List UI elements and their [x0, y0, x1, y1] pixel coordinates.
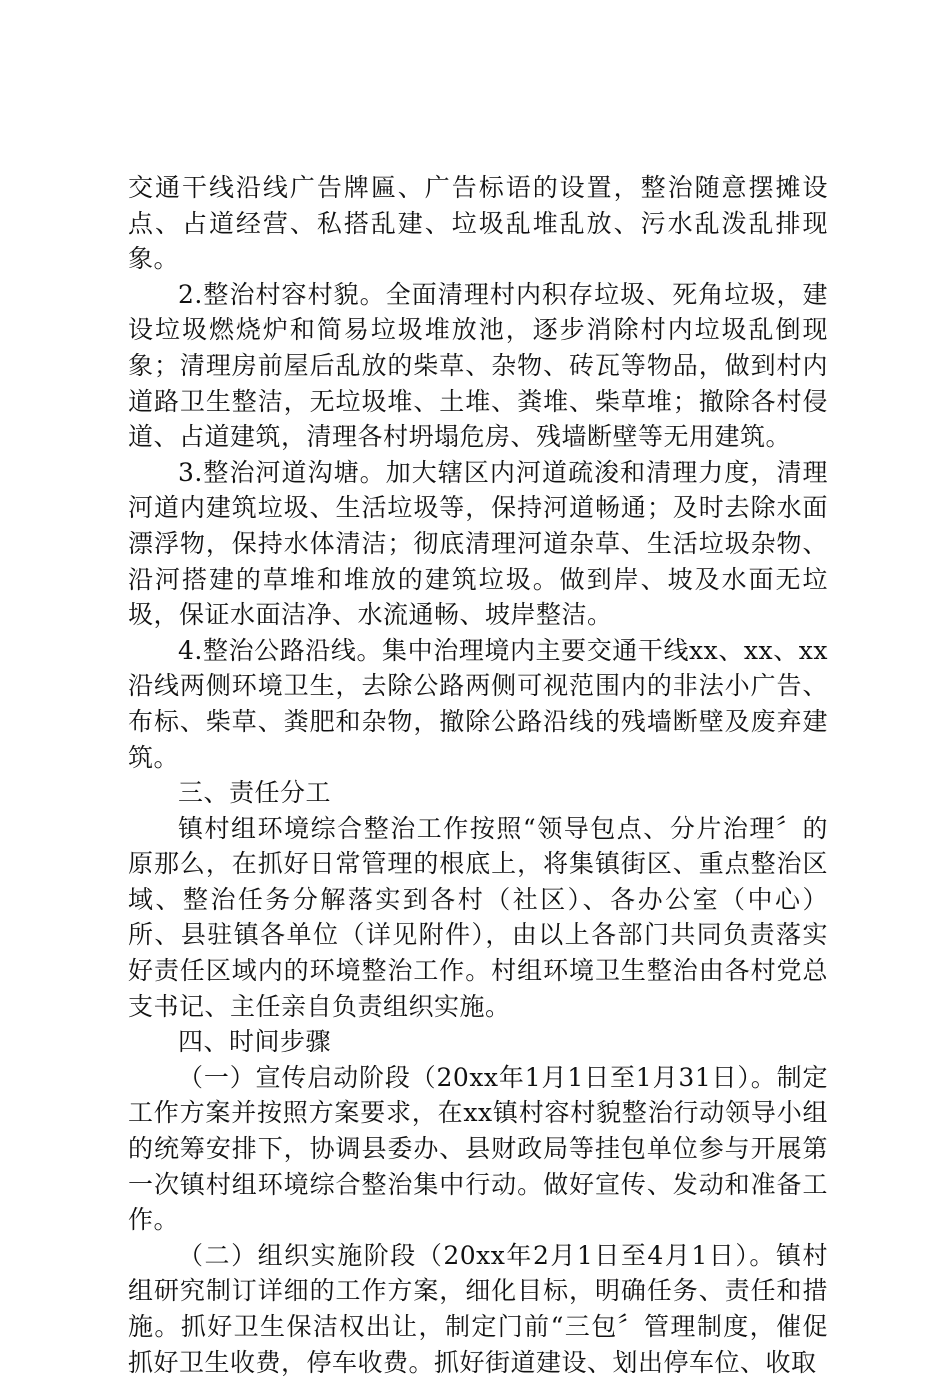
document-body — [128, 170, 828, 1380]
paragraph-item-3: 3.整治河道沟塘。加大辖区内河道疏浚和清理力度，清理河道内建筑垃圾、生活垃圾等，保持河道畅通；及时去除水面漂浮物，保持水体清洁；彻底清理河道杂草、生活垃圾杂物、沿河搭建的草堆和堆放的建筑垃圾。做到岸、坡及水面无垃圾，保证水面洁净、水流通畅、坡岸整洁。 — [128, 457, 828, 630]
paragraph-item-4: 4.整治公路沿线。集中治理境内主要交通干线xx、xx、xx沿线两侧环境卫生，去除公路两侧可视范围内的非法小广告、布标、柴草、粪肥和杂物，撤除公路沿线的残墙断壁及废弃建筑。 — [128, 635, 828, 772]
paragraph-responsibility: 镇村组环境综合整治工作按照“领导包点、分片治理〞的原那么，在抓好日常管理的根底上，将集镇街区、重点整治区域、整治任务分解落实到各村（社区）、各办公室（中心）所、县驻镇各单位（详见附件），由以上各部门共同负责落实好责任区域内的环境整治工作。村组环境卫生整治由各村党总支书记、主任亲自负责组织实施。 — [128, 813, 828, 1021]
paragraph-phase-2: （二）组织实施阶段（20xx年2月1日至4月1日）。镇村组研究制订详细的工作方案，细化目标，明确任务、责任和措施。抓好卫生保洁权出让，制定门前“三包〞管理制度，催促抓好卫生收费，停车收费。抓好街道建设、划出停车位、收取 — [128, 1240, 828, 1377]
paragraph-phase-1: （一）宣传启动阶段（20xx年1月1日至1月31日）。制定工作方案并按照方案要求，在xx镇村容村貌整治行动领导小组的统筹安排下，协调县委办、县财政局等挂包单位参与开展第一次镇村组环境综合整治集中行动。做好宣传、发动和准备工作。 — [128, 1062, 828, 1235]
section-heading-responsibility: 三、责任分工 — [178, 778, 332, 808]
paragraph-continuation: 交通干线沿线广告牌匾、广告标语的设置，整治随意摆摊设点、占道经营、私搭乱建、垃圾乱堆乱放、污水乱泼乱排现象。 — [128, 173, 828, 274]
section-heading-schedule: 四、时间步骤 — [178, 1027, 332, 1057]
paragraph-item-2: 2.整治村容村貌。全面清理村内积存垃圾、死角垃圾，建设垃圾燃烧炉和简易垃圾堆放池，逐步消除村内垃圾乱倒现象；清理房前屋后乱放的柴草、杂物、砖瓦等物品，做到村内道路卫生整洁，无垃圾堆、土堆、粪堆、柴草堆；撤除各村侵道、占道建筑，清理各村坍塌危房、残墙断壁等无用建筑。 — [128, 279, 828, 452]
